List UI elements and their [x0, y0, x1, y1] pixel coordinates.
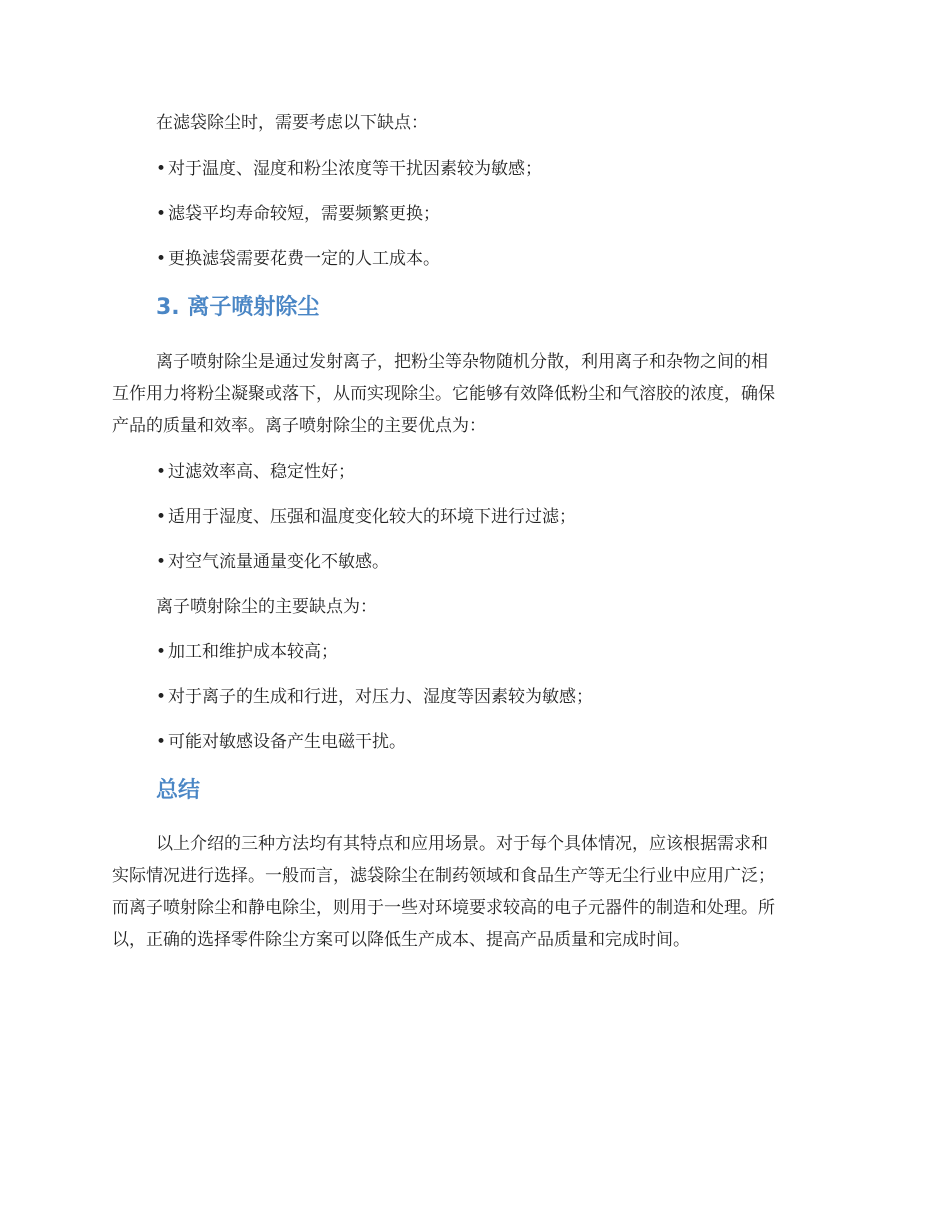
ion-description-line: 互作用力将粉尘凝聚或落下，从而实现除尘。它能够有效降低粉尘和气溶胶的浓度，确保 [112, 384, 775, 404]
bullet-icon: • [156, 204, 167, 224]
bullet-text: 对空气流量通量变化不敏感。 [168, 552, 389, 572]
bullet-icon: • [156, 462, 167, 482]
ion-disadvantages-intro: 离子喷射除尘的主要缺点为： [156, 597, 377, 617]
bullet-text: 过滤效率高、稳定性好； [168, 462, 355, 482]
list-item [156, 502, 576, 532]
list-item [156, 244, 440, 274]
summary-line: 以上介绍的三种方法均有其特点和应用场景。对于每个具体情况，应该根据需求和 [156, 834, 768, 854]
bullet-text: 对于温度、湿度和粉尘浓度等干扰因素较为敏感； [168, 159, 542, 179]
list-item [156, 637, 338, 667]
section-heading-ion-spray: 3. 离子喷射除尘 [156, 295, 320, 320]
summary-line: 以，正确的选择零件除尘方案可以降低生产成本、提高产品质量和完成时间。 [112, 930, 690, 950]
filter-bag-intro: 在滤袋除尘时，需要考虑以下缺点： [156, 113, 428, 133]
summary-line: 而离子喷射除尘和静电除尘，则用于一些对环境要求较高的电子元器件的制造和处理。所 [112, 898, 775, 918]
list-item [156, 457, 355, 487]
bullet-icon: • [156, 159, 167, 179]
list-item [156, 727, 406, 757]
bullet-icon: • [156, 642, 167, 662]
bullet-text: 适用于湿度、压强和温度变化较大的环境下进行过滤； [168, 507, 576, 527]
list-item [156, 682, 593, 712]
list-item [156, 547, 389, 577]
bullet-icon: • [156, 732, 167, 752]
list-item [156, 199, 440, 229]
bullet-text: 可能对敏感设备产生电磁干扰。 [168, 732, 406, 752]
bullet-icon: • [156, 552, 167, 572]
bullet-icon: • [156, 687, 167, 707]
bullet-text: 滤袋平均寿命较短，需要频繁更换； [168, 204, 440, 224]
bullet-icon: • [156, 507, 167, 527]
bullet-text: 对于离子的生成和行进，对压力、湿度等因素较为敏感； [168, 687, 593, 707]
summary-line: 实际情况进行选择。一般而言，滤袋除尘在制药领域和食品生产等无尘行业中应用广泛； [112, 866, 775, 886]
list-item [156, 154, 542, 184]
section-heading-summary: 总结 [156, 778, 201, 803]
bullet-icon: • [156, 249, 167, 269]
bullet-text: 加工和维护成本较高； [168, 642, 338, 662]
ion-description-line: 离子喷射除尘是通过发射离子，把粉尘等杂物随机分散，利用离子和杂物之间的相 [156, 352, 768, 372]
ion-description-line: 产品的质量和效率。离子喷射除尘的主要优点为： [112, 416, 486, 436]
bullet-text: 更换滤袋需要花费一定的人工成本。 [168, 249, 440, 269]
